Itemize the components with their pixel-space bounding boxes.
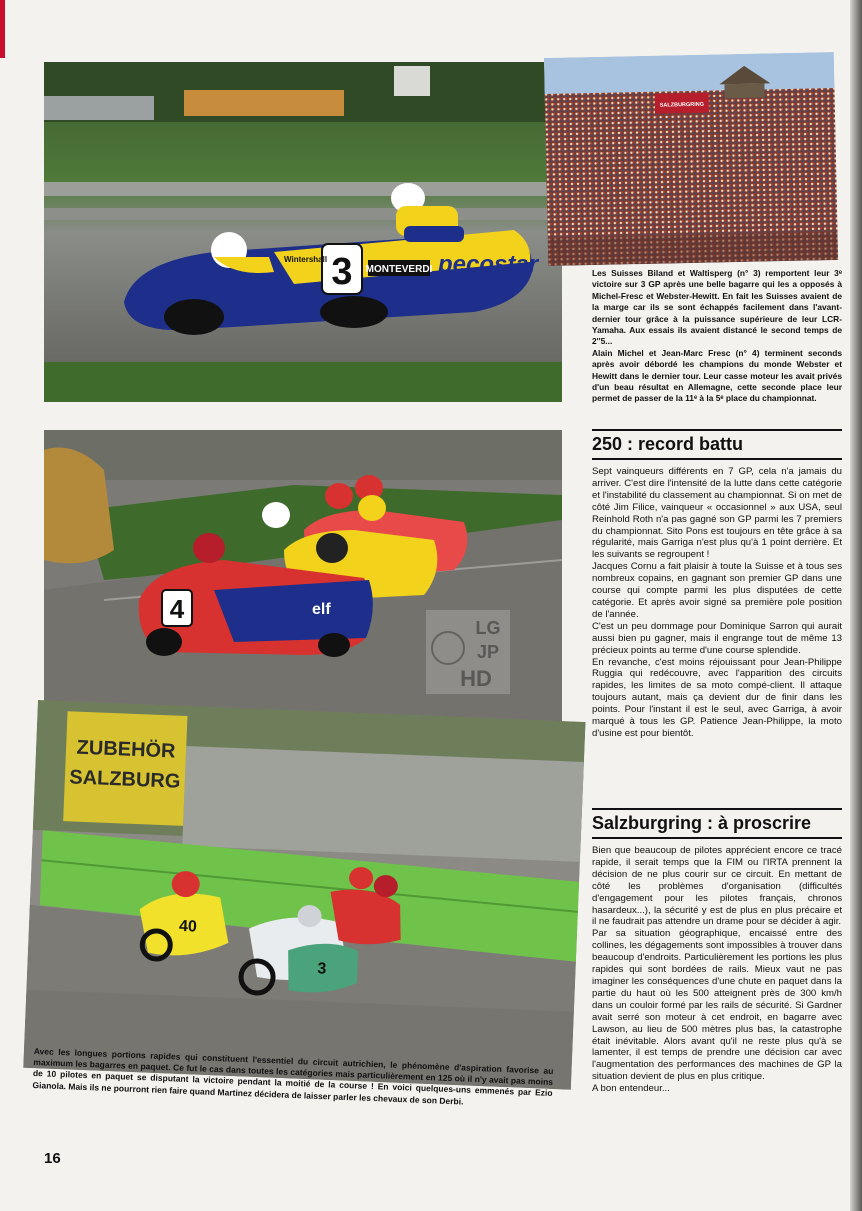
section-250-paragraph-3: C'est un peu dommage pour Dominique Sarron qui aurait aussi bien pu gagner, mais il engrange tout de même 13 précieux points au terme d'une course splendide. (592, 620, 842, 656)
caption-sidecar-paragraph-2: Alain Michel et Jean-Marc Fresc (n° 4) terminent seconds après avoir débordé les champions du monde Webster et Hewitt dans le dernier tour. Leur casse moteur les avait privés d'un beau résultat en Allemagne, cette seconde place leur permet de passer de la 11ᵉ à la 5ᵉ place du championnat. (592, 347, 842, 404)
sidecar-brand-logo: MONTEVERDI (365, 264, 433, 275)
lgjphd-watermark (426, 610, 510, 694)
bike-number-40: 40 (178, 917, 198, 936)
caption-sidecar-paragraph-1: Les Suisses Biland et Waltisperg (n° 3) remportent leur 3ᵉ victoire sur 3 GP après une belle bagarre qui les a opposés à Michel-Fresc et Webster-Hewitt. En fait les Suisses avaient de la marge car ils se sont échappés facilement dans l'avant-dernier tour grâce à la puissance supérieure de leur LCR-Yamaha. Aux essais ils avaient distancé le second temps de 2''5... (592, 268, 842, 347)
section-salzburgring (592, 808, 842, 1095)
sign-zubehor: ZUBEHÖR (76, 736, 176, 763)
sidecar-sponsor-logo: pecostar (438, 251, 539, 278)
red-edge-marker (0, 0, 5, 58)
section-salzburgring-paragraph-3: A bon entendeur... (592, 1083, 670, 1095)
section-250 (592, 429, 842, 740)
section-salzburgring-paragraph-1: Bien que beaucoup de pilotes apprécient encore ce tracé rapide, il serait temps que la FIM ou l'IRTA prennent la décision de ne plus courir sur ce circuit. En mettant de côté les problèmes d'organisation (difficultés d'engagement pour les pilotes français, chronos hasardeux...), la sécurité y est de plus en plus précaire et il ne faudrait pas attendre un drame pour se décider à agir. (592, 845, 842, 928)
watermark-line3: HD (460, 666, 492, 691)
section-250-paragraph-2: Jacques Cornu a fait plaisir à toute la Suisse et à tous ses nombreux copains, en gagnant son premier GP dans une course qui compte parmi les plus disputées de cette catégorie. Et après avoir signé sa première pole position de l'année. (592, 561, 842, 620)
crowd-banner: SALZBURGRING (659, 101, 705, 109)
sidecar-number-plate: 3 (331, 251, 353, 293)
sidecar-small-sponsor: Wintershall (284, 255, 328, 264)
watermark-line1: LG (475, 618, 501, 638)
bike-number-3: 3 (317, 960, 327, 978)
caption-solo-bikes: Avec les longues portions rapides qui constituent l'essentiel du circuit autrichien, le phénomène d'aspiration favorise au maximum les bagarres en paquet. Ce fut le cas dans toutes les catégories mais particulièrement en 125 où il n'y avait pas moins de 10 pilotes en paquet se disputant la victoire pendant la moitié de la course ! En voici quelques-uns emmenés par Ezio Gianola. Mais ils ne pourront rien faire quand Martinez décidera de laisser parler les chevaux de son Derbi. (32, 1046, 554, 1107)
photo-sidecar-top (44, 62, 562, 402)
section-250-heading: 250 : record battu (592, 429, 842, 460)
watermark-line2: JP (476, 642, 500, 662)
section-salzburgring-paragraph-2: Par sa situation géographique, encaissé entre des collines, les dégagements sont impossibles à trouver dans beaucoup d'endroits. Particulièrement les portions les plus rapides qui sont bordées de rails. Mieux vaut ne pas imaginer les conséquences d'une chute en paquet dans la partie du haut où les 500 atteignent près de 300 km/h dans un couloir formé par les rails de sécurité. Si Gardner avait serré son moteur à cet endroit, en bagarre avec Lawson, au lieu de 500 mètres plus bas, la catastrophe était inévitable. Alors avant qu'il ne reste plus qu'à se lamenter, il est temps de prendre une décision car avec l'augmentation des performances des machines de GP la situation devient de plus en plus critique. (592, 928, 842, 1083)
caption-sidecar (592, 268, 842, 405)
section-250-paragraph-4: En revanche, c'est moins réjouissant pour Jean-Philippe Ruggia qui redécouvre, avec l'apparition des circuits rapides, les limites de sa moto compé-client. Il attaque toujours autant, mais ça devient dur de finir dans les points. Pour l'instant il est le seul, avec Garriga, à avoir marqué à tous les GP. Patience Jean-Philippe, la moto d'usine est pour bientôt. (592, 656, 842, 739)
sidecar-middle-number-plate: 4 (169, 594, 185, 624)
section-salzburgring-body (592, 845, 842, 1095)
section-250-body (592, 466, 842, 740)
page-binding-edge (850, 0, 862, 1211)
page-number: 16 (44, 1150, 61, 1167)
photo-solo-bikes (23, 700, 585, 1090)
section-salzburgring-heading: Salzburgring : à proscrire (592, 808, 842, 839)
photo-sidecar-middle (44, 430, 562, 748)
sign-salzburg: SALZBURG (68, 766, 181, 793)
sidecar-middle-sponsor: elf (312, 601, 331, 618)
photo-crowd (544, 52, 838, 266)
section-250-paragraph-1: Sept vainqueurs différents en 7 GP, cela n'a jamais du arriver. C'est dire l'intensité de la lutte dans cette catégorie et l'instabilité du classement au championnat. Si on met de côté Jim Filice, vainqueur « occasionnel » aux USA, seul Reinhold Roth n'a pas gagné son GP parmi les 7 premiers du championnat. Sito Pons est toujours en tête grâce à sa régularité, mais Garriga n'est plus qu'à 1 point derrière. Et les suivants se regroupent ! (592, 466, 842, 561)
